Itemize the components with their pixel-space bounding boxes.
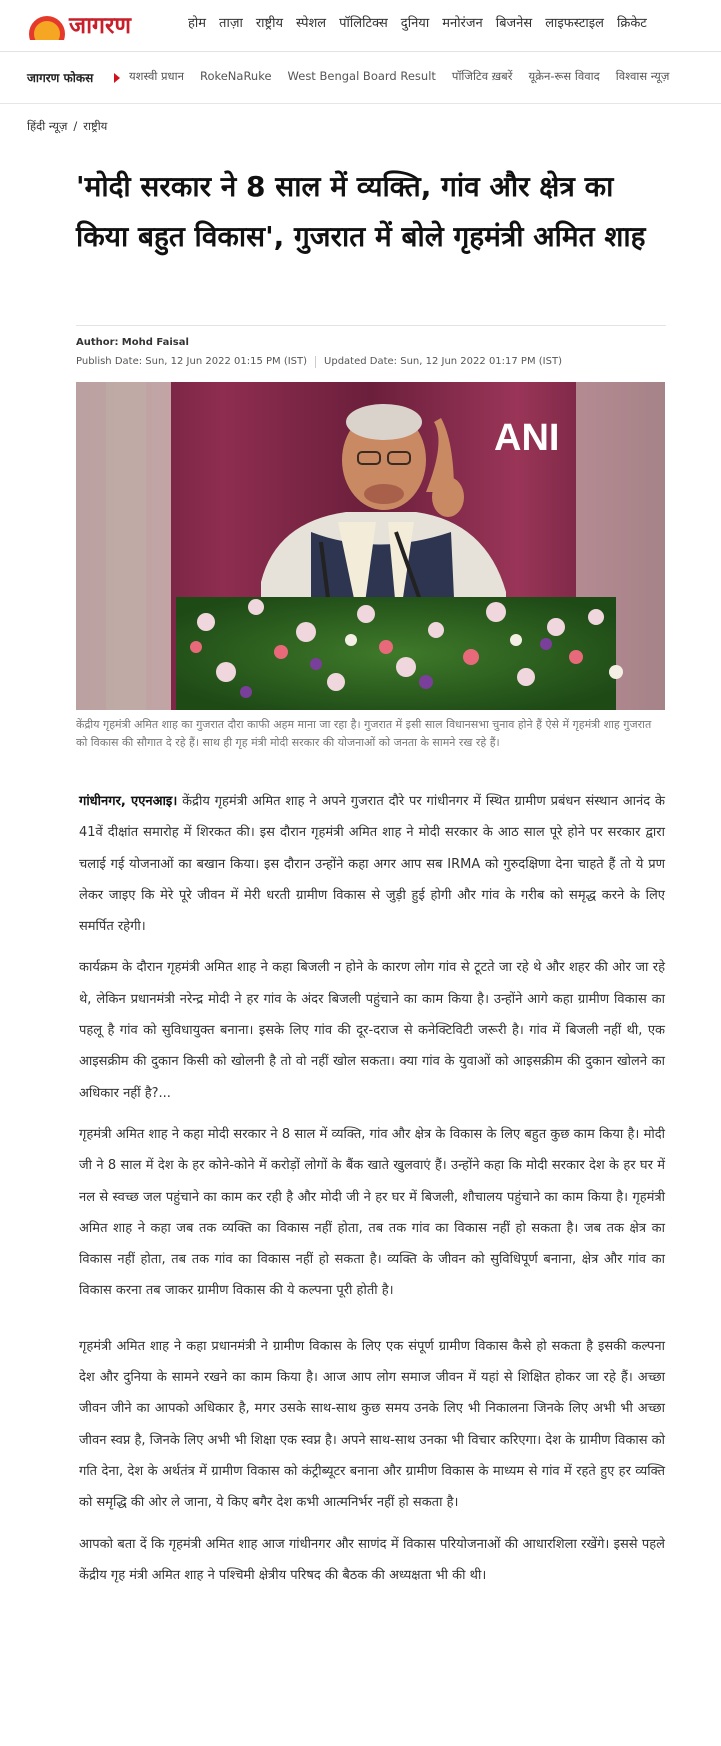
- focus-link-rokenaruke[interactable]: RokeNaRuke: [199, 69, 272, 83]
- paragraph-4: गृहमंत्री अमित शाह ने कहा प्रधानमंत्री ने ग्रामीण विकास के लिए एक संपूर्ण ग्रामीण विकास कैसे हो सकता है इसकी कल्पना देश और दुनिया के सामने रखने का काम किया है। आज आप लोग समाज जीवन में यहां से शिक्षित होकर जा रहे हैं। अच्छा जीवन जीने का आपको अधिकार है, मगर उसके साथ-साथ कुछ समय उनके लिए भी निकालना जिनके लिए अभी भी अच्छा जीवन स्वप्न है, जिनके लिए अभी भी शिक्षा एक स्वप्न है। अपने साथ-साथ उनका भी विचार करिएगा। देश के ग्रामीण विकास को गति देना, देश के अर्थतंत्र में ग्रामीण विकास को कंट्रीब्यूटर बनाना और ग्रामीण विकास के माध्यम से गांव में रहते हुए हर व्यक्ति को समृद्धि की ओर ले जाना, ये किए बगैर देश कभी आत्मनिर्भर नहीं हो सकता है।: [79, 1338, 665, 1511]
- main-nav: [188, 14, 660, 34]
- sun-logo-icon: [27, 12, 67, 40]
- breadcrumb-home[interactable]: हिंदी न्यूज़: [27, 119, 68, 133]
- author-label: Author:: [76, 337, 119, 348]
- image-caption: केंद्रीय गृहमंत्री अमित शाह का गुजरात दौरा काफी अहम माना जा रहा है। गुजरात में इसी साल विधानसभा चुनाव होने हैं ऐसे में गृहमंत्री शाह गुजरात को विकास की सौगात दे रहे हैं। साथ ही गृह मंत्री मोदी सरकार की योजनाओं को जनता के सामने रख रहे हैं।: [76, 718, 652, 749]
- updated-date: Updated Date: Sun, 12 Jun 2022 01:17 PM (IST): [324, 356, 562, 367]
- nav-item-national[interactable]: राष्ट्रीय: [255, 16, 284, 31]
- divider: [76, 325, 666, 326]
- focus-link-yashasvi[interactable]: यशस्वी प्रधान: [129, 69, 184, 83]
- focus-links: [129, 69, 685, 84]
- focus-link-wb-board[interactable]: West Bengal Board Result: [287, 69, 436, 83]
- site-header: [0, 0, 721, 52]
- image-watermark: ANI: [494, 417, 560, 459]
- nav-item-cricket[interactable]: क्रिकेट: [616, 16, 647, 31]
- nav-item-politics[interactable]: पॉलिटिक्स: [339, 16, 388, 31]
- author-name[interactable]: Mohd Faisal: [121, 337, 189, 348]
- nav-item-latest[interactable]: ताज़ा: [219, 16, 243, 31]
- focus-link-positive-news[interactable]: पॉजिटिव ख़बरें: [451, 69, 513, 83]
- breadcrumb-section[interactable]: राष्ट्रीय: [83, 119, 108, 133]
- paragraph-1-text: केंद्रीय गृहमंत्री अमित शाह ने अपने गुजरात दौरे पर गांधीनगर में स्थित ग्रामीण प्रबंधन संस्थान आनंद के 41वें दीक्षांत समारोह में शिरकत की। इस दौरान गृहमंत्री अमित शाह ने मोदी सरकार के आठ साल पूरे होने पर सरकार द्वारा चलाई गई योजनाओं का बखान किया। इस दौरान उन्होंने कहा अगर आप सब IRMA को गुरुदक्षिणा देना चाहते हैं तो ये प्रण लेकर जाइए कि मेरे पूरे जीवन में मेरी धरती ग्रामीण विकास से जुड़ी हुई होगी और गांव के गरीब को समृद्ध करने के लिए समर्पित रहेगी।: [79, 794, 665, 935]
- article-hero-image: [76, 382, 665, 710]
- paragraph-5: आपको बता दें कि गृहमंत्री अमित शाह आज गांधीनगर और साणंद में विकास परियोजनाओं की आधारशिला रखेंगे। इससे पहले केंद्रीय गृह मंत्री अमित शाह ने पश्चिमी क्षेत्रीय परिषद की बैठक की अध्यक्षता भी की थी।: [79, 1536, 665, 1583]
- article-body: [79, 786, 665, 1601]
- date-separator: [315, 356, 316, 368]
- nav-item-special[interactable]: स्पेशल: [296, 16, 327, 31]
- focus-link-vishvas-news[interactable]: विश्वास न्यूज़: [615, 69, 670, 83]
- author-line: [76, 337, 189, 348]
- focus-bar: [0, 52, 721, 104]
- nav-item-home[interactable]: होम: [188, 16, 207, 31]
- breadcrumb: [27, 119, 107, 134]
- article-dates: [76, 356, 562, 368]
- paragraph-1: [79, 786, 665, 942]
- dateline: गांधीनगर, एएनआइ।: [79, 794, 178, 809]
- nav-item-world[interactable]: दुनिया: [400, 16, 430, 31]
- nav-item-lifestyle[interactable]: लाइफस्टाइल: [545, 16, 604, 31]
- breadcrumb-separator: /: [73, 119, 78, 133]
- nav-item-business[interactable]: बिजनेस: [495, 16, 533, 31]
- paragraph-2: कार्यक्रम के दौरान गृहमंत्री अमित शाह ने कहा बिजली न होने के कारण लोग गांव से टूटते जा रहे थे और शहर की ओर जा रहे थे, लेकिन प्रधानमंत्री नरेन्द्र मोदी ने हर गांव के अंदर बिजली पहुंचाने का काम किया है। उन्होंने आगे कहा ग्रामीण विकास का पहलू है गांव को सुविधायुक्त बनाना। इसके लिए गांव की दूर-दराज से कनेक्टिविटी जरूरी है। गांव में बिजली नहीं थी, एक आइसक्रीम की दुकान किसी को खोलनी है तो वो नहीं खोल सकता। क्या गांव के युवाओं को आइसक्रीम की दुकान खोलने का अधिकार नहीं है?...: [79, 960, 665, 1101]
- jagran-logo[interactable]: [27, 12, 131, 40]
- paragraph-3: गृहमंत्री अमित शाह ने कहा मोदी सरकार ने 8 साल में व्यक्ति, गांव और क्षेत्र के विकास के लिए बहुत कुछ काम किया है। मोदी जी ने 8 साल में देश के हर कोने-कोने में करोड़ों लोगों के बैंक खाते खुलवाएं हैं। उन्होंने कहा कि मोदी सरकार देश के हर घर में नल से स्वच्छ जल पहुंचाने का काम कर रही है और मोदी जी ने हर घर में बिजली, शौचालय पहुंचाने का काम किया है। गृहमंत्री अमित शाह ने कहा जब तक व्यक्ति का विकास नहीं होता, तब तक गांव का विकास नहीं हो सकता है। जब तक क्षेत्र का विकास नहीं होता, तब तक गांव का विकास नहीं हो सकता है। व्यक्ति के जीवन को सुविधिपूर्ण बनाना, क्षेत्र और गांव का विकास करना तब जाकर ग्रामीण विकास की ये कल्पना पूरी होती है।: [79, 1126, 665, 1299]
- focus-label: जागरण फोकस: [27, 71, 94, 85]
- publish-date: Publish Date: Sun, 12 Jun 2022 01:15 PM (IST): [76, 356, 308, 367]
- speaker-photo: [76, 382, 665, 710]
- focus-link-ukraine-russia[interactable]: यूक्रेन-रूस विवाद: [528, 69, 600, 83]
- nav-item-entertainment[interactable]: मनोरंजन: [442, 16, 483, 31]
- article-headline: 'मोदी सरकार ने 8 साल में व्यक्ति, गांव और क्षेत्र का किया बहुत विकास', गुजरात में बोले गृहमंत्री अमित शाह: [76, 170, 646, 253]
- logo-text: जागरण: [69, 13, 132, 39]
- caret-right-icon: [114, 73, 120, 83]
